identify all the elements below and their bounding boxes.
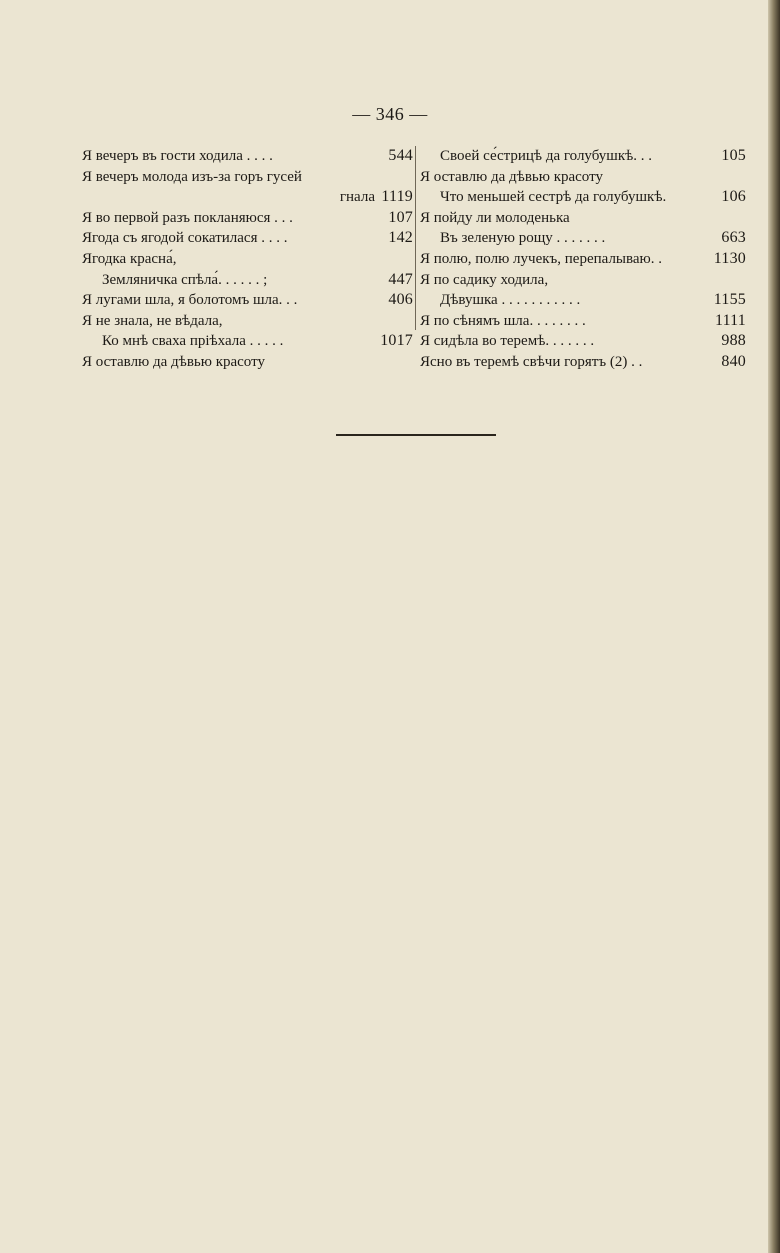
index-entry <box>82 167 413 188</box>
entry-page-number: 105 <box>721 147 746 164</box>
end-rule <box>336 434 496 436</box>
entry-text: Я по сѣнямъ шла. . . . . . . . <box>420 312 586 329</box>
index-entry <box>420 208 746 229</box>
entry-text: Я лугами шла, я болотомъ шла. . . <box>82 292 298 309</box>
entry-text: Ясно въ теремѣ свѣчи горятъ (2) . . <box>420 353 643 370</box>
entry-text: Ко мнѣ сваха пріѣхала . . . . . <box>102 333 284 350</box>
entry-page-number: 663 <box>721 229 746 247</box>
entry-text: Я по садику ходила, <box>420 271 549 288</box>
entry-page-number: 988 <box>721 332 746 350</box>
entry-text: Дѣвушка . . . . . . . . . . . <box>440 292 581 309</box>
index-entry <box>82 331 413 352</box>
index-entry <box>420 311 746 332</box>
entry-text: Своей се́стрицѣ да голубушкѣ. . . <box>440 148 653 164</box>
index-entry <box>82 187 413 208</box>
entry-page-number: 1155 <box>713 291 746 309</box>
entry-text: Я вечеръ въ гости ходила . . . . <box>82 148 273 164</box>
entry-text: Что меньшей сестрѣ да голубушкѣ. <box>440 189 667 206</box>
entry-page-number: 406 <box>388 291 413 309</box>
index-entry <box>420 146 746 167</box>
entry-page-number: 107 <box>388 208 413 226</box>
entry-page-number: 142 <box>388 229 413 247</box>
entry-text: Земляничка спѣла́. . . . . . ; <box>102 271 268 288</box>
index-entry <box>82 290 413 311</box>
entry-text: Я во первой разъ покланяюся . . . <box>82 209 293 226</box>
index-entry <box>82 270 413 291</box>
entry-text: Я оставлю да дѣвью красоту <box>420 168 603 185</box>
entry-page-number: 447 <box>388 270 413 288</box>
entry-page-number: 106 <box>721 188 746 206</box>
entry-page-number: 544 <box>388 147 413 164</box>
entry-text: Я оставлю да дѣвью красоту <box>82 353 265 370</box>
entry-text: Ягода съ ягодой сокатилася . . . . <box>82 230 288 247</box>
index-entry <box>420 249 746 270</box>
index-column-left <box>82 146 413 373</box>
entry-page-number: 1111 <box>714 311 746 329</box>
entry-text: Я вечеръ молода изъ-за горъ гусей <box>82 168 302 185</box>
index-entry <box>82 249 413 270</box>
page-edge-shadow <box>768 0 780 1253</box>
index-entry <box>420 352 746 373</box>
index-entry <box>82 311 413 332</box>
column-divider <box>415 146 416 330</box>
entry-text: гнала <box>339 189 375 206</box>
page-number: — 346 — <box>352 104 428 124</box>
entry-page-number: 1017 <box>380 332 413 350</box>
index-entry <box>420 228 746 249</box>
entry-page-number: 1130 <box>713 249 746 267</box>
index-entry <box>420 290 746 311</box>
entry-text: Я пойду ли молоденька <box>420 209 570 226</box>
index-entry <box>420 187 746 208</box>
entry-text: Я сидѣла во теремѣ. . . . . . . <box>420 333 595 350</box>
entry-text: Ягодка красна́, <box>82 250 177 267</box>
entry-text: Въ зеленую рощу . . . . . . . <box>440 230 606 247</box>
entry-page-number: 1119 <box>381 188 413 206</box>
index-entry <box>420 331 746 352</box>
index-entry <box>82 352 413 373</box>
entry-text: Я полю, полю лучекъ, перепалываю. . <box>420 250 662 267</box>
index-entry <box>82 228 413 249</box>
entry-text: Я не знала, не вѣдала, <box>82 312 223 329</box>
index-entry <box>82 146 413 167</box>
entry-page-number: 840 <box>721 352 746 370</box>
index-entry <box>420 167 746 188</box>
index-entry <box>420 270 746 291</box>
index-entry <box>82 208 413 229</box>
index-column-right <box>420 146 746 373</box>
